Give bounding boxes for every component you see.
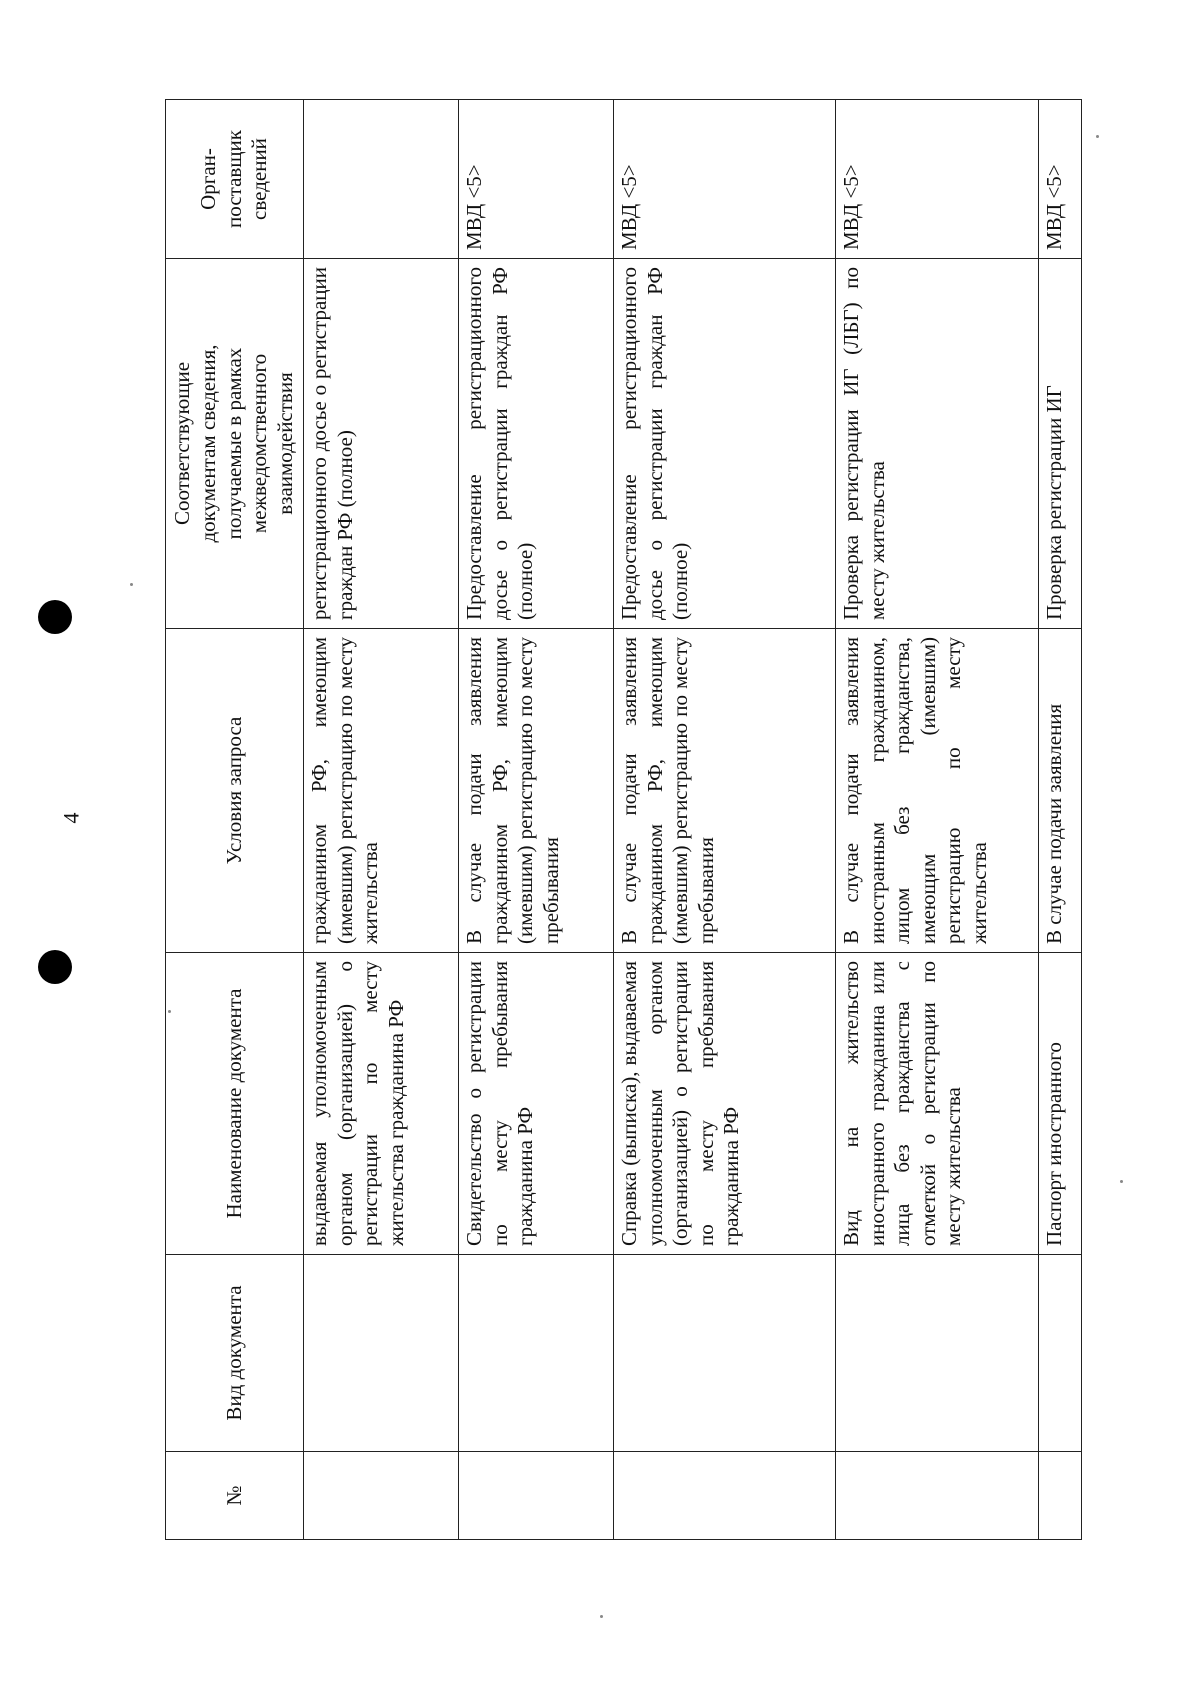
- header-number: [166, 1452, 304, 1540]
- header-interagency-info-label: Соответствующие документам сведения, получаемые в рамках межведомственного взаимодействия: [170, 344, 297, 543]
- cell-document-kind: [304, 1255, 459, 1452]
- cell-request-conditions: В случае подачи заявления иностранным гражданином, лицом без гражданства, имеющим (имевшим) регистрацию по месту жительства: [836, 629, 1039, 953]
- cell-number: [1039, 1452, 1082, 1540]
- header-request-conditions: [166, 629, 304, 953]
- cell-provider-org: МВД <5>: [459, 100, 614, 259]
- cell-request-conditions: В случае подачи заявления: [1039, 629, 1082, 953]
- rotated-table-container: [165, 100, 1081, 1540]
- cell-request-conditions: В случае подачи заявления гражданином РФ, имеющим (имевшим) регистрацию по месту пребывания: [459, 629, 614, 953]
- cell-provider-org: МВД <5>: [614, 100, 836, 259]
- header-number-label: №: [221, 1485, 246, 1506]
- cell-interagency-info: Предоставление регистрационного досье о регистрации граждан РФ (полное): [614, 259, 836, 629]
- scan-speck: [1096, 135, 1099, 138]
- cell-number: [304, 1452, 459, 1540]
- cell-document-name: Свидетельство о регистрации по месту пребывания гражданина РФ: [459, 953, 614, 1255]
- cell-document-name: Паспорт иностранного: [1039, 953, 1082, 1255]
- scan-speck: [600, 1615, 603, 1618]
- cell-interagency-info: регистрационного досье о регистрации граждан РФ (полное): [304, 259, 459, 629]
- cell-interagency-info: Проверка регистрации ИГ (ЛБГ) по месту жительства: [836, 259, 1039, 629]
- table-row: [304, 100, 459, 1540]
- cell-interagency-info: Предоставление регистрационного досье о регистрации граждан РФ (полное): [459, 259, 614, 629]
- header-document-kind-label: Вид документа: [221, 1285, 246, 1421]
- cell-document-name: выдаваемая уполномоченным органом (организацией) о регистрации по месту жительства гражданина РФ: [304, 953, 459, 1255]
- cell-provider-org: МВД <5>: [836, 100, 1039, 259]
- scan-speck: [1120, 1180, 1123, 1183]
- header-provider-org: [166, 100, 304, 259]
- table-row: [614, 100, 836, 1540]
- table-row: [1039, 100, 1082, 1540]
- cell-document-name: Вид на жительство иностранного гражданина или лица без гражданства с отметкой о регистрации по месту жительства: [836, 953, 1039, 1255]
- document-table: [165, 99, 1082, 1540]
- table-row: [459, 100, 614, 1540]
- cell-number: [836, 1452, 1039, 1540]
- header-document-name: [166, 953, 304, 1255]
- cell-document-kind: [459, 1255, 614, 1452]
- header-document-kind: [166, 1255, 304, 1452]
- cell-interagency-info: Проверка регистрации ИГ: [1039, 259, 1082, 629]
- scan-speck: [130, 583, 133, 586]
- cell-document-kind: [1039, 1255, 1082, 1452]
- cell-request-conditions: гражданином РФ, имеющим (имевшим) регистрацию по месту жительства: [304, 629, 459, 953]
- punch-hole-top: [38, 600, 72, 634]
- table-header-row: [166, 100, 304, 1540]
- header-provider-org-label: Орган- поставщик сведений: [196, 130, 272, 228]
- header-request-conditions-label: Условия запроса: [221, 716, 246, 865]
- table-row: [836, 100, 1039, 1540]
- punch-hole-bottom: [38, 950, 72, 984]
- header-document-name-label: Наименование документа: [221, 988, 246, 1219]
- cell-number: [614, 1452, 836, 1540]
- page-number: 4: [58, 812, 84, 824]
- cell-document-kind: [836, 1255, 1039, 1452]
- cell-provider-org: МВД <5>: [1039, 100, 1082, 259]
- cell-provider-org: [304, 100, 459, 259]
- header-interagency-info: [166, 259, 304, 629]
- cell-document-kind: [614, 1255, 836, 1452]
- cell-request-conditions: В случае подачи заявления гражданином РФ, имеющим (имевшим) регистрацию по месту пребывания: [614, 629, 836, 953]
- cell-document-name: Справка (выписка), выдаваемая уполномоченным органом (организацией) о регистрации по месту пребывания гражданина РФ: [614, 953, 836, 1255]
- cell-number: [459, 1452, 614, 1540]
